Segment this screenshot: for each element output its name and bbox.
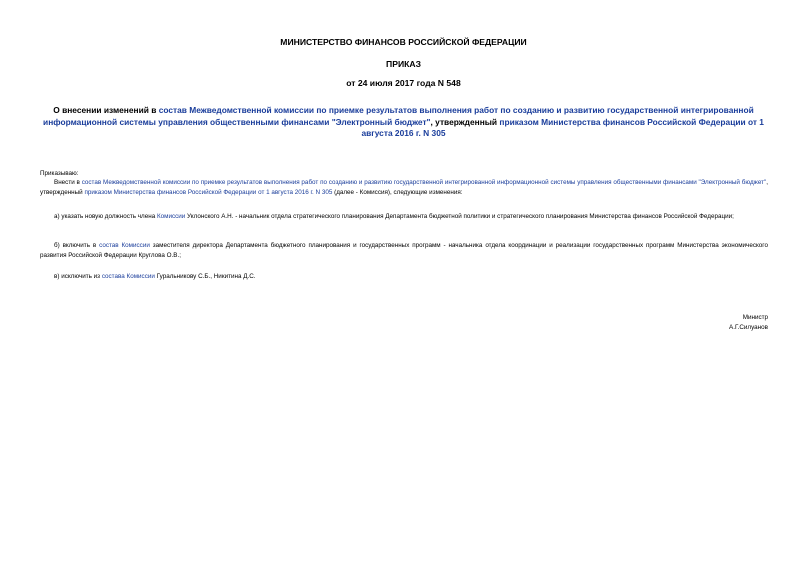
paragraph-text: (далее - Комиссия), следующие изменения: [332,188,463,196]
paragraph-text: в) исключить из [54,273,102,280]
intro-text: Приказываю: [40,170,79,177]
item-a-paragraph [40,212,768,222]
item-c-paragraph [40,272,768,282]
link-commission[interactable]: Комиссии [156,213,186,220]
link-commission-composition[interactable]: состав Межведомственной комиссии по приемке результатов выполнения работ по созданию и развитию государственной интегрированной информационной системы управления общественными финансами "Электронный бюджет" [81,179,767,186]
document-date-number: от 24 июля 2017 года N 548 [346,78,461,88]
main-paragraph [40,178,768,197]
document-type: ПРИКАЗ [386,59,421,69]
paragraph-text: б) включить в [54,242,100,249]
signatory-name: А.Г.Силуанов [729,323,768,331]
paragraph-text: Внести в [54,179,82,186]
paragraph-text: , утвержденный [40,179,768,196]
title-text: , утвержденный [430,116,500,127]
signatory-position: Министр [742,314,768,321]
link-commission-composition-c[interactable]: состава Комиссии [101,273,155,280]
title-link-commission[interactable]: состав Межведомственной комиссии по приемке результатов выполнения работ по созданию и развитию государственной интегрированной информационной системы управления общественными финансами "Электронный бюджет" [43,105,754,127]
paragraph-text: Уклонского А.Н. - начальник отдела стратегического планирования Департамента бюджетной политики и стратегического планирования Министерства финансов Российской Федерации; [185,213,734,220]
ministry-heading: МИНИСТЕРСТВО ФИНАНСОВ РОССИЙСКОЙ ФЕДЕРАЦИИ [280,37,527,47]
paragraph-text: Гуральникову С.Б., Никитина Д.С. [154,273,256,280]
paragraph-text: а) указать новую должность члена [54,213,157,220]
link-commission-composition-b[interactable]: состав Комиссии [99,242,150,249]
signature-block [568,313,768,332]
link-order-305[interactable]: приказом Министерства финансов Российской Федерации от 1 августа 2016 г. N 305 [84,188,333,196]
paragraph-text: заместителя директора Департамента бюджетного планирования и государственных программ - начальника отдела координации и реализации государственных программ Министерства экономического развития Российской Федерации Круглова О.В.; [40,242,768,259]
document-title [40,105,767,140]
item-b-paragraph [40,241,768,260]
title-text: О внесении изменений в [53,105,159,115]
title-link-order[interactable]: приказом Министерства финансов Российской Федерации от 1 августа 2016 г. N 305 [361,116,764,138]
